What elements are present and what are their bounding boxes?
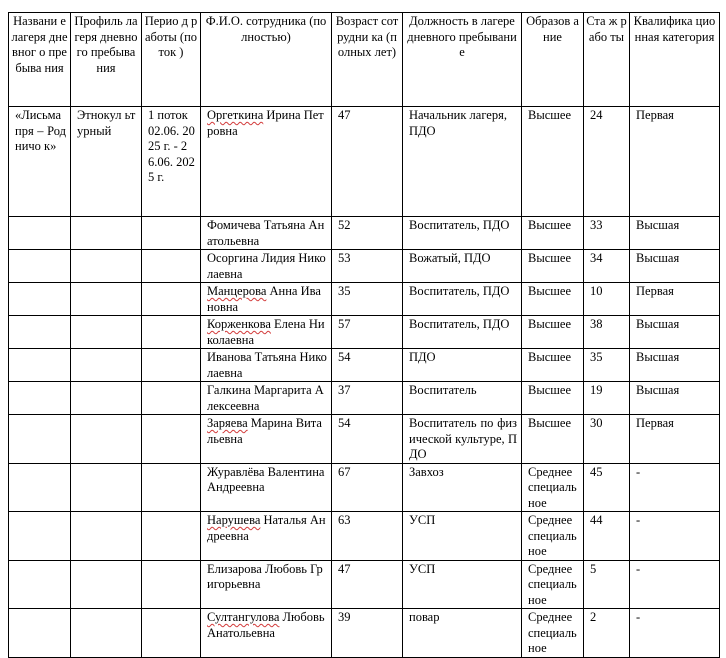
empty-cell — [9, 560, 71, 609]
header-position: Должность в лагере дневного пребывание — [403, 13, 522, 107]
table-row — [9, 415, 720, 464]
header-camp-profile: Профиль лагеря дневного пребыва ния — [71, 13, 142, 107]
experience-cell: 45 — [584, 463, 630, 512]
camp-name: «Лисьма пря – Родничо к» — [15, 108, 66, 153]
document-page — [8, 12, 720, 658]
experience-cell: 5 — [584, 560, 630, 609]
education-cell: Высшее — [522, 107, 584, 217]
empty-cell — [71, 609, 142, 658]
experience-cell: 34 — [584, 250, 630, 283]
full-name-cell — [201, 316, 332, 349]
age-cell: 67 — [332, 463, 403, 512]
given-names: Анна Ивановна — [207, 284, 321, 314]
position-cell: повар — [403, 609, 522, 658]
experience-cell: 24 — [584, 107, 630, 217]
empty-cell — [71, 463, 142, 512]
age-cell: 63 — [332, 512, 403, 561]
age-cell: 35 — [332, 283, 403, 316]
full-name-cell — [201, 283, 332, 316]
position-cell: Воспитатель, ПДО — [403, 283, 522, 316]
empty-cell — [71, 382, 142, 415]
category-cell: - — [630, 609, 720, 658]
header-education: Образов ание — [522, 13, 584, 107]
surname: Султангулова — [207, 610, 280, 624]
empty-cell — [9, 609, 71, 658]
surname: Оргеткина — [207, 108, 264, 122]
given-names: Татьяна Анатольевна — [207, 218, 325, 248]
table-row — [9, 349, 720, 382]
empty-cell — [9, 250, 71, 283]
empty-cell — [9, 463, 71, 512]
category-cell: Первая — [630, 283, 720, 316]
table-row — [9, 512, 720, 561]
education-cell: Среднее специаль ное — [522, 560, 584, 609]
camp-profile: Этнокул ьтурный — [77, 108, 136, 138]
experience-cell: 33 — [584, 217, 630, 250]
given-names: Валентина Андреевна — [207, 464, 325, 494]
table-row — [9, 560, 720, 609]
header-full-name: Ф.И.О. сотрудника (полностью) — [201, 13, 332, 107]
full-name-cell — [201, 217, 332, 250]
full-name-cell — [201, 107, 332, 217]
empty-cell — [9, 283, 71, 316]
full-name-cell — [201, 609, 332, 658]
surname: Фомичева — [207, 218, 261, 232]
category-cell: Высшая — [630, 316, 720, 349]
given-names: Наталья Андреевна — [207, 513, 326, 543]
empty-cell — [142, 349, 201, 382]
category-cell: - — [630, 512, 720, 561]
education-cell: Среднее специаль ное — [522, 512, 584, 561]
category-cell: Высшая — [630, 250, 720, 283]
table-row — [9, 382, 720, 415]
header-age: Возраст сотрудни ка (полных лет) — [332, 13, 403, 107]
experience-cell: 10 — [584, 283, 630, 316]
position-cell: Воспитатель, ПДО — [403, 217, 522, 250]
surname: Заряева — [207, 416, 248, 430]
experience-cell: 19 — [584, 382, 630, 415]
empty-cell — [9, 512, 71, 561]
given-names: Любовь Григорьевна — [207, 561, 323, 591]
empty-cell — [71, 512, 142, 561]
education-cell: Высшее — [522, 349, 584, 382]
header-experience: Ста ж рабо ты — [584, 13, 630, 107]
empty-cell — [142, 382, 201, 415]
empty-cell — [142, 609, 201, 658]
age-cell: 47 — [332, 107, 403, 217]
table-row — [9, 316, 720, 349]
surname: Галкина — [207, 383, 251, 397]
table-row — [9, 250, 720, 283]
experience-cell: 35 — [584, 349, 630, 382]
given-names: Татьяна Николаевна — [207, 350, 327, 380]
age-cell: 39 — [332, 609, 403, 658]
experience-cell: 30 — [584, 415, 630, 464]
surname: Корженкова — [207, 317, 271, 331]
table-row — [9, 463, 720, 512]
empty-cell — [9, 316, 71, 349]
surname: Журавлёва — [207, 464, 265, 479]
education-cell: Высшее — [522, 250, 584, 283]
camp-period: 1 поток 02.06. 2025 г. - 26.06. 2025 г. — [148, 108, 195, 184]
category-cell: Высшая — [630, 349, 720, 382]
age-cell: 52 — [332, 217, 403, 250]
given-names: Лидия Николаевна — [207, 251, 326, 281]
camp-period-cell — [142, 107, 201, 217]
staff-table — [8, 12, 720, 658]
experience-cell: 38 — [584, 316, 630, 349]
age-cell: 37 — [332, 382, 403, 415]
age-cell: 57 — [332, 316, 403, 349]
empty-cell — [71, 250, 142, 283]
empty-cell — [142, 415, 201, 464]
table-row — [9, 107, 720, 217]
table-row — [9, 609, 720, 658]
empty-cell — [142, 463, 201, 512]
position-cell: Воспитатель — [403, 382, 522, 415]
surname: Манцерова — [207, 284, 267, 298]
empty-cell — [9, 382, 71, 415]
age-cell: 53 — [332, 250, 403, 283]
full-name-cell — [201, 512, 332, 561]
category-cell: - — [630, 560, 720, 609]
category-cell: Высшая — [630, 217, 720, 250]
education-cell: Высшее — [522, 283, 584, 316]
given-names: Марина Витальевна — [207, 416, 322, 446]
experience-cell: 2 — [584, 609, 630, 658]
full-name-cell — [201, 349, 332, 382]
given-names: Елена Николаевна — [207, 317, 325, 347]
empty-cell — [9, 217, 71, 250]
age-cell: 54 — [332, 415, 403, 464]
full-name-cell — [201, 250, 332, 283]
given-names: Маргарита Алексеевна — [207, 383, 324, 413]
education-cell: Высшее — [522, 415, 584, 464]
full-name-cell — [201, 415, 332, 464]
surname: Нарушева — [207, 513, 261, 527]
full-name-cell — [201, 560, 332, 609]
given-names: Ирина Петровна — [207, 108, 324, 138]
empty-cell — [71, 316, 142, 349]
full-name-cell — [201, 382, 332, 415]
empty-cell — [142, 283, 201, 316]
category-cell: - — [630, 463, 720, 512]
header-row — [9, 13, 720, 107]
age-cell: 47 — [332, 560, 403, 609]
empty-cell — [71, 283, 142, 316]
surname: Осоргина — [207, 251, 259, 265]
staff-rows — [9, 107, 720, 658]
position-cell: Вожатый, ПДО — [403, 250, 522, 283]
experience-cell: 44 — [584, 512, 630, 561]
header-category: Квалифика ционная категория — [630, 13, 720, 107]
age-cell: 54 — [332, 349, 403, 382]
education-cell: Среднее специаль ное — [522, 609, 584, 658]
table-row — [9, 217, 720, 250]
empty-cell — [142, 316, 201, 349]
camp-name-cell — [9, 107, 71, 217]
empty-cell — [142, 560, 201, 609]
given-names: Любовь Анатольевна — [207, 610, 325, 640]
position-cell: Начальник лагеря, ПДО — [403, 107, 522, 217]
position-cell: Воспитатель, ПДО — [403, 316, 522, 349]
surname: Елизарова — [207, 561, 262, 576]
position-cell: УСП — [403, 512, 522, 561]
empty-cell — [9, 415, 71, 464]
category-cell: Первая — [630, 415, 720, 464]
empty-cell — [9, 349, 71, 382]
empty-cell — [142, 217, 201, 250]
empty-cell — [71, 217, 142, 250]
empty-cell — [71, 349, 142, 382]
category-cell: Первая — [630, 107, 720, 217]
education-cell: Среднее специаль ное — [522, 463, 584, 512]
education-cell: Высшее — [522, 316, 584, 349]
empty-cell — [71, 560, 142, 609]
category-cell: Высшая — [630, 382, 720, 415]
position-cell: ПДО — [403, 349, 522, 382]
header-period: Перио д работы (поток ) — [142, 13, 201, 107]
table-row — [9, 283, 720, 316]
camp-profile-cell — [71, 107, 142, 217]
empty-cell — [142, 512, 201, 561]
position-cell: Воспитатель по физической культуре, ПДО — [403, 415, 522, 464]
position-cell: Завхоз — [403, 463, 522, 512]
header-camp-name: Названи е лагеря дневног о пребыва ния — [9, 13, 71, 107]
empty-cell — [142, 250, 201, 283]
empty-cell — [71, 415, 142, 464]
surname: Иванова — [207, 350, 252, 364]
education-cell: Высшее — [522, 217, 584, 250]
full-name-cell — [201, 463, 332, 512]
education-cell: Высшее — [522, 382, 584, 415]
position-cell: УСП — [403, 560, 522, 609]
